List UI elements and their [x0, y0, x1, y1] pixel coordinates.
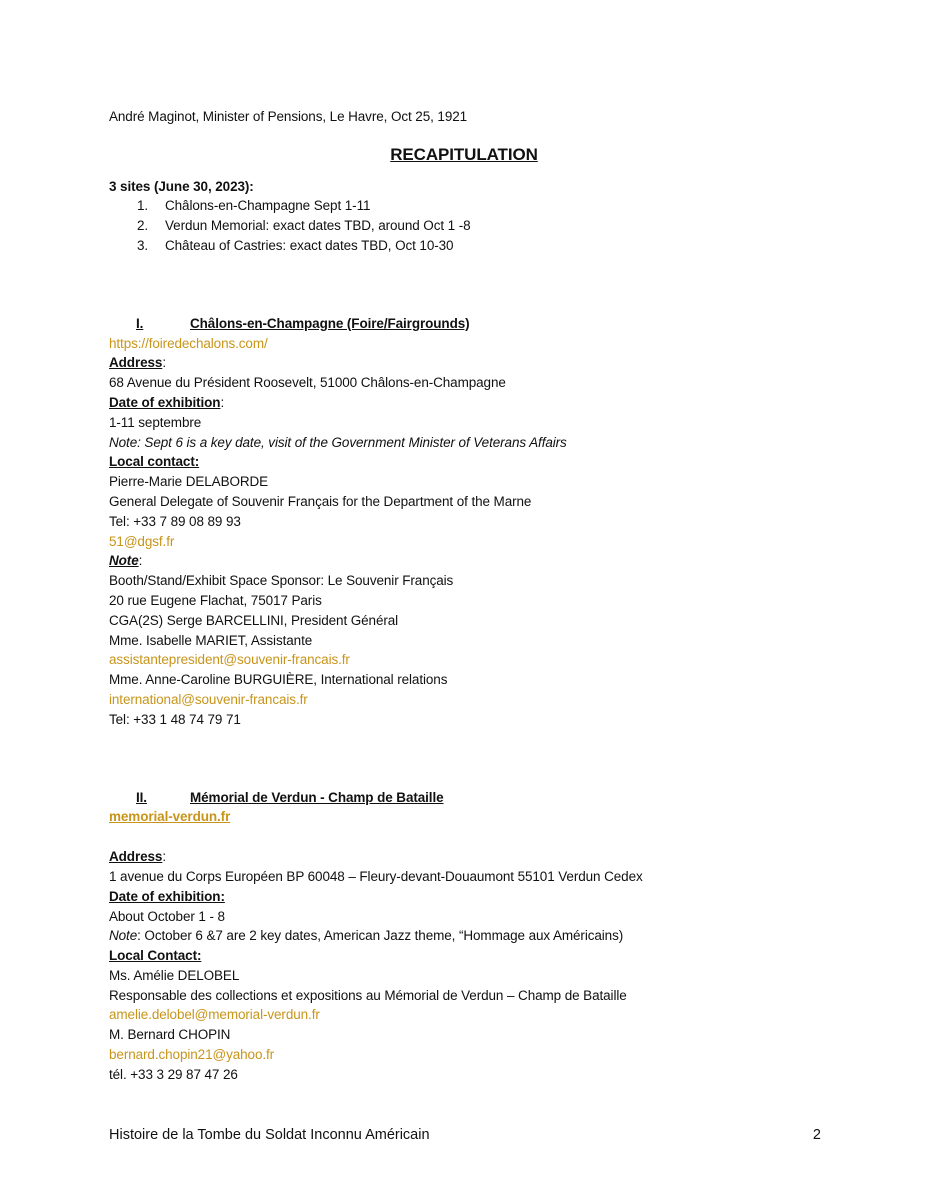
note-line: 20 rue Eugene Flachat, 75017 Paris — [109, 592, 322, 608]
date-note-line — [109, 926, 849, 946]
contact-label: Local Contact: — [109, 948, 202, 964]
note-text: : October 6 &7 are 2 key dates, American Jazz theme, “Hommage aux Américains) — [137, 928, 624, 944]
section-1-heading — [109, 314, 849, 334]
list-number: 3. — [137, 237, 149, 253]
address-label: Address — [109, 849, 163, 865]
note-line: Booth/Stand/Exhibit Space Sponsor: Le Souvenir Français — [109, 573, 454, 589]
section-number: II. — [136, 789, 147, 805]
date-note: Note: Sept 6 is a key date, visit of the Government Minister of Veterans Affairs — [109, 434, 567, 450]
list-item — [109, 216, 849, 236]
list-text: Château of Castries: exact dates TBD, Oct 10-30 — [165, 237, 454, 253]
contact-email-link[interactable]: bernard.chopin21@yahoo.fr — [109, 1047, 275, 1063]
date-text: About October 1 - 8 — [109, 908, 225, 924]
list-number: 1. — [137, 198, 149, 214]
list-item — [109, 196, 849, 216]
footer-title: Histoire de la Tombe du Soldat Inconnu Américain — [109, 1127, 430, 1143]
contact-name: Ms. Amélie DELOBEL — [109, 967, 240, 983]
contact-name: Pierre-Marie DELABORDE — [109, 474, 269, 490]
section-title: Châlons-en-Champagne (Foire/Fairgrounds) — [190, 315, 470, 331]
sites-heading: 3 sites (June 30, 2023): — [109, 178, 254, 194]
list-text: Verdun Memorial: exact dates TBD, around Oct 1 -8 — [165, 218, 471, 234]
date-text: 1-11 septembre — [109, 414, 202, 430]
section-title: Mémorial de Verdun - Champ de Bataille — [190, 789, 444, 805]
intl-contact: Mme. Anne-Caroline BURGUIÈRE, International relations — [109, 672, 448, 688]
section-1-website-link[interactable]: https://foiredechalons.com/ — [109, 335, 268, 351]
note-label-line: Note: — [109, 553, 143, 569]
address-text: 1 avenue du Corps Européen BP 60048 – Fleury-devant-Douaumont 55101 Verdun Cedex — [109, 868, 643, 884]
address-label-line: Address: — [109, 849, 166, 865]
intl-email-link[interactable]: international@souvenir-francais.fr — [109, 691, 308, 707]
list-number: 2. — [137, 218, 149, 234]
list-item — [109, 236, 849, 256]
contact-role: Responsable des collections et expositions au Mémorial de Verdun – Champ de Bataille — [109, 987, 627, 1003]
contact-role: General Delegate of Souvenir Français for the Department of the Marne — [109, 493, 532, 509]
date-label-line: Date of exhibition: — [109, 394, 225, 410]
quote-attribution: André Maginot, Minister of Pensions, Le Havre, Oct 25, 1921 — [109, 109, 468, 124]
date-label: Date of exhibition: — [109, 888, 225, 904]
section-2-website-link[interactable]: memorial-verdun.fr — [109, 809, 231, 825]
section-1-phone: Tel: +33 1 48 74 79 71 — [109, 711, 241, 727]
contact-email-link[interactable]: amelie.delobel@memorial-verdun.fr — [109, 1007, 320, 1023]
contact-phone: Tel: +33 7 89 08 89 93 — [109, 513, 241, 529]
page-footer — [109, 1127, 821, 1143]
section-number: I. — [136, 315, 144, 331]
contact-name: M. Bernard CHOPIN — [109, 1027, 231, 1043]
section-2-phone: tél. +33 3 29 87 47 26 — [109, 1066, 238, 1082]
address-text: 68 Avenue du Président Roosevelt, 51000 Châlons-en-Champagne — [109, 375, 506, 391]
note-line: Mme. Isabelle MARIET, Assistante — [109, 632, 313, 648]
page-title: RECAPITULATION — [390, 144, 538, 164]
sites-list — [109, 196, 849, 255]
contact-label: Local contact: — [109, 454, 200, 470]
address-label: Address — [109, 355, 163, 371]
note-label: Note — [109, 553, 139, 569]
date-label: Date of exhibition — [109, 394, 221, 410]
assistant-email-link[interactable]: assistantepresident@souvenir-francais.fr — [109, 652, 350, 668]
address-label-line: Address: — [109, 355, 166, 371]
section-2-heading — [109, 788, 849, 808]
note-label: Note — [109, 928, 138, 944]
note-line: CGA(2S) Serge BARCELLINI, President Général — [109, 612, 399, 628]
page-number: 2 — [812, 1127, 821, 1143]
list-text: Châlons-en-Champagne Sept 1-11 — [165, 198, 371, 214]
contact-email-link[interactable]: 51@dgsf.fr — [109, 533, 175, 549]
document-body — [109, 107, 849, 1085]
